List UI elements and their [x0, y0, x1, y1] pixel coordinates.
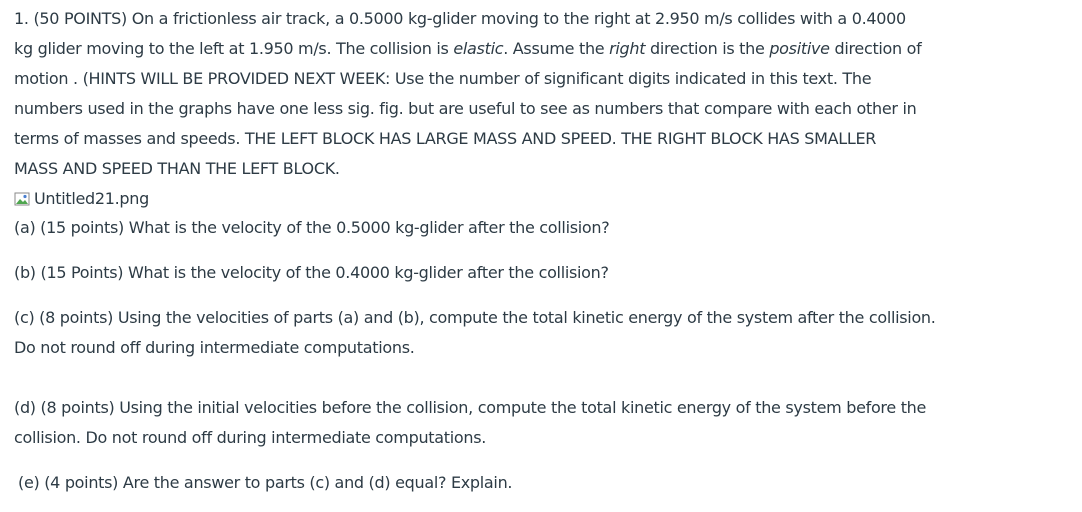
part-b: (b) (15 Points) What is the velocity of the 0.4000 kg-glider after the collision? — [14, 263, 609, 282]
intro-line: MASS AND SPEED THAN THE LEFT BLOCK. — [14, 159, 340, 178]
part-a: (a) (15 points) What is the velocity of the 0.5000 kg-glider after the collision? — [14, 218, 610, 237]
emphasis-elastic: elastic — [453, 39, 504, 58]
intro-line: 1. (50 POINTS) On a frictionless air track, a 0.5000 kg-glider moving to the right at 2.950 m/s collides with a 0.4000 — [14, 9, 906, 28]
emphasis-right: right — [609, 39, 646, 58]
question-intro — [14, 4, 1076, 217]
intro-line: motion . (HINTS WILL BE PROVIDED NEXT WEEK: Use the number of significant digits indicated in this text. The — [14, 69, 872, 88]
broken-image-icon — [14, 191, 30, 207]
emphasis-positive: positive — [769, 39, 830, 58]
intro-line: numbers used in the graphs have one less sig. fig. but are useful to see as numbers that compare with each other in — [14, 99, 917, 118]
broken-image[interactable] — [14, 184, 149, 214]
intro-line: terms of masses and speeds. THE LEFT BLOCK HAS LARGE MASS AND SPEED. THE RIGHT BLOCK HAS SMALLER — [14, 129, 877, 148]
image-alt-text: Untitled21.png — [34, 189, 149, 208]
intro-line: kg glider moving to the left at 1.950 m/s. The collision is elastic. Assume the right direction is the positive direction of — [14, 39, 922, 58]
part-d: (d) (8 points) Using the initial velocities before the collision, compute the total kinetic energy of the system before the collision. Do not round off during intermediate computations. — [14, 398, 927, 447]
part-c: (c) (8 points) Using the velocities of parts (a) and (b), compute the total kinetic energy of the system after the collision. Do not round off during intermediate computations. — [14, 308, 936, 357]
part-e: (e) (4 points) Are the answer to parts (c) and (d) equal? Explain. — [18, 473, 513, 492]
